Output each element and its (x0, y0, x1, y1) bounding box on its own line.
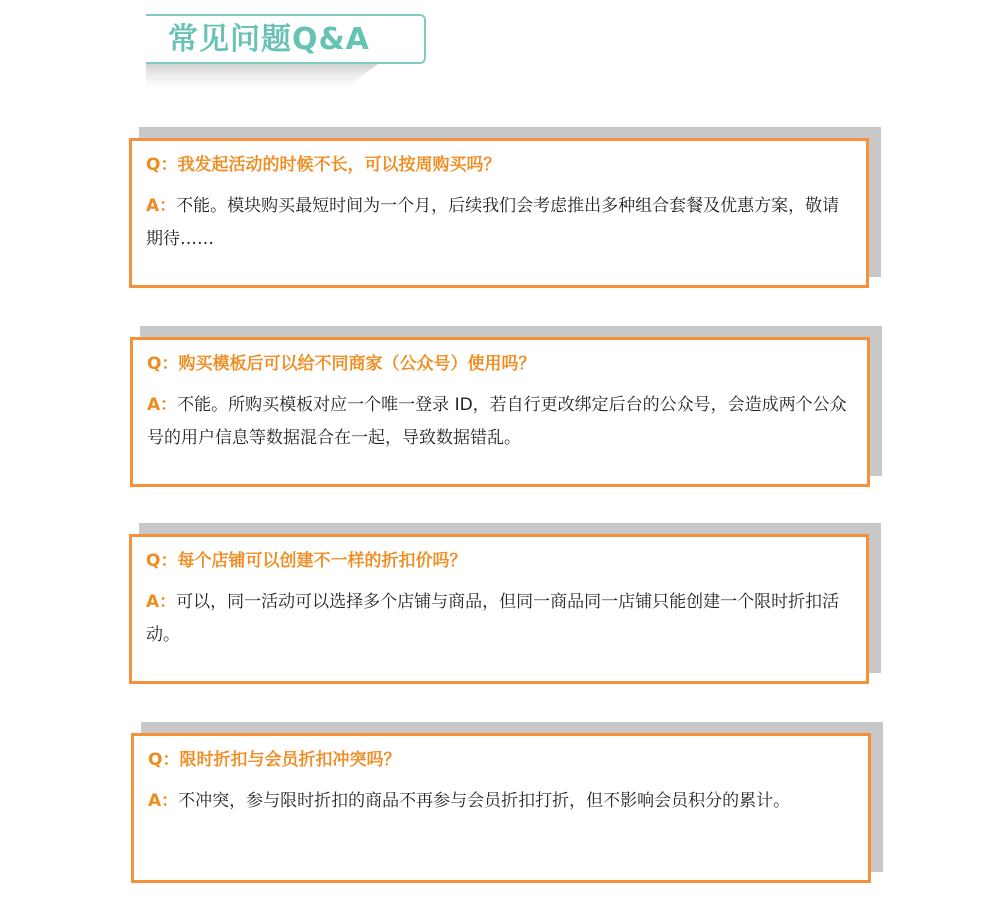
faq-answer (147, 389, 853, 455)
question-prefix: Q： (146, 155, 178, 175)
answer-prefix: A： (147, 395, 178, 415)
answer-text: 不冲突，参与限时折扣的商品不再参与会员折扣打折，但不影响会员积分的累计。 (178, 791, 791, 811)
question-text: 每个店铺可以创建不一样的折扣价吗？ (177, 551, 467, 571)
answer-prefix: A： (146, 592, 177, 612)
faq-card (129, 138, 869, 288)
faq-card (129, 534, 869, 684)
faq-item (130, 337, 870, 487)
faq-item (131, 733, 871, 883)
answer-prefix: A： (146, 196, 177, 216)
question-prefix: Q： (148, 750, 180, 770)
question-text: 我发起活动的时候不长，可以按周购买吗？ (177, 155, 501, 175)
faq-question (146, 152, 852, 178)
faq-answer (146, 586, 852, 652)
answer-text: 不能。所购买模板对应一个唯一登录 ID，若自行更改绑定后台的公众号，会造成两个公众号的用户信息等数据混合在一起，导致数据错乱。 (147, 395, 847, 448)
faq-item (129, 138, 869, 288)
faq-question (146, 548, 852, 574)
question-prefix: Q： (147, 354, 179, 374)
faq-answer (146, 190, 852, 256)
answer-prefix: A： (148, 791, 179, 811)
answer-text: 不能。模块购买最短时间为一个月，后续我们会考虑推出多种组合套餐及优惠方案，敬请期待…… (146, 196, 840, 249)
faq-question (148, 747, 854, 773)
question-prefix: Q： (146, 551, 178, 571)
question-text: 限时折扣与会员折扣冲突吗？ (179, 750, 401, 770)
faq-card (131, 733, 871, 883)
page-title: 常见问题Q&A (168, 22, 370, 57)
question-text: 购买模板后可以给不同商家（公众号）使用吗？ (178, 354, 536, 374)
faq-question (147, 351, 853, 377)
faq-item (129, 534, 869, 684)
faq-card (130, 337, 870, 487)
faq-answer (148, 785, 854, 818)
answer-text: 可以，同一活动可以选择多个店铺与商品，但同一商品同一店铺只能创建一个限时折扣活动。 (146, 592, 840, 645)
